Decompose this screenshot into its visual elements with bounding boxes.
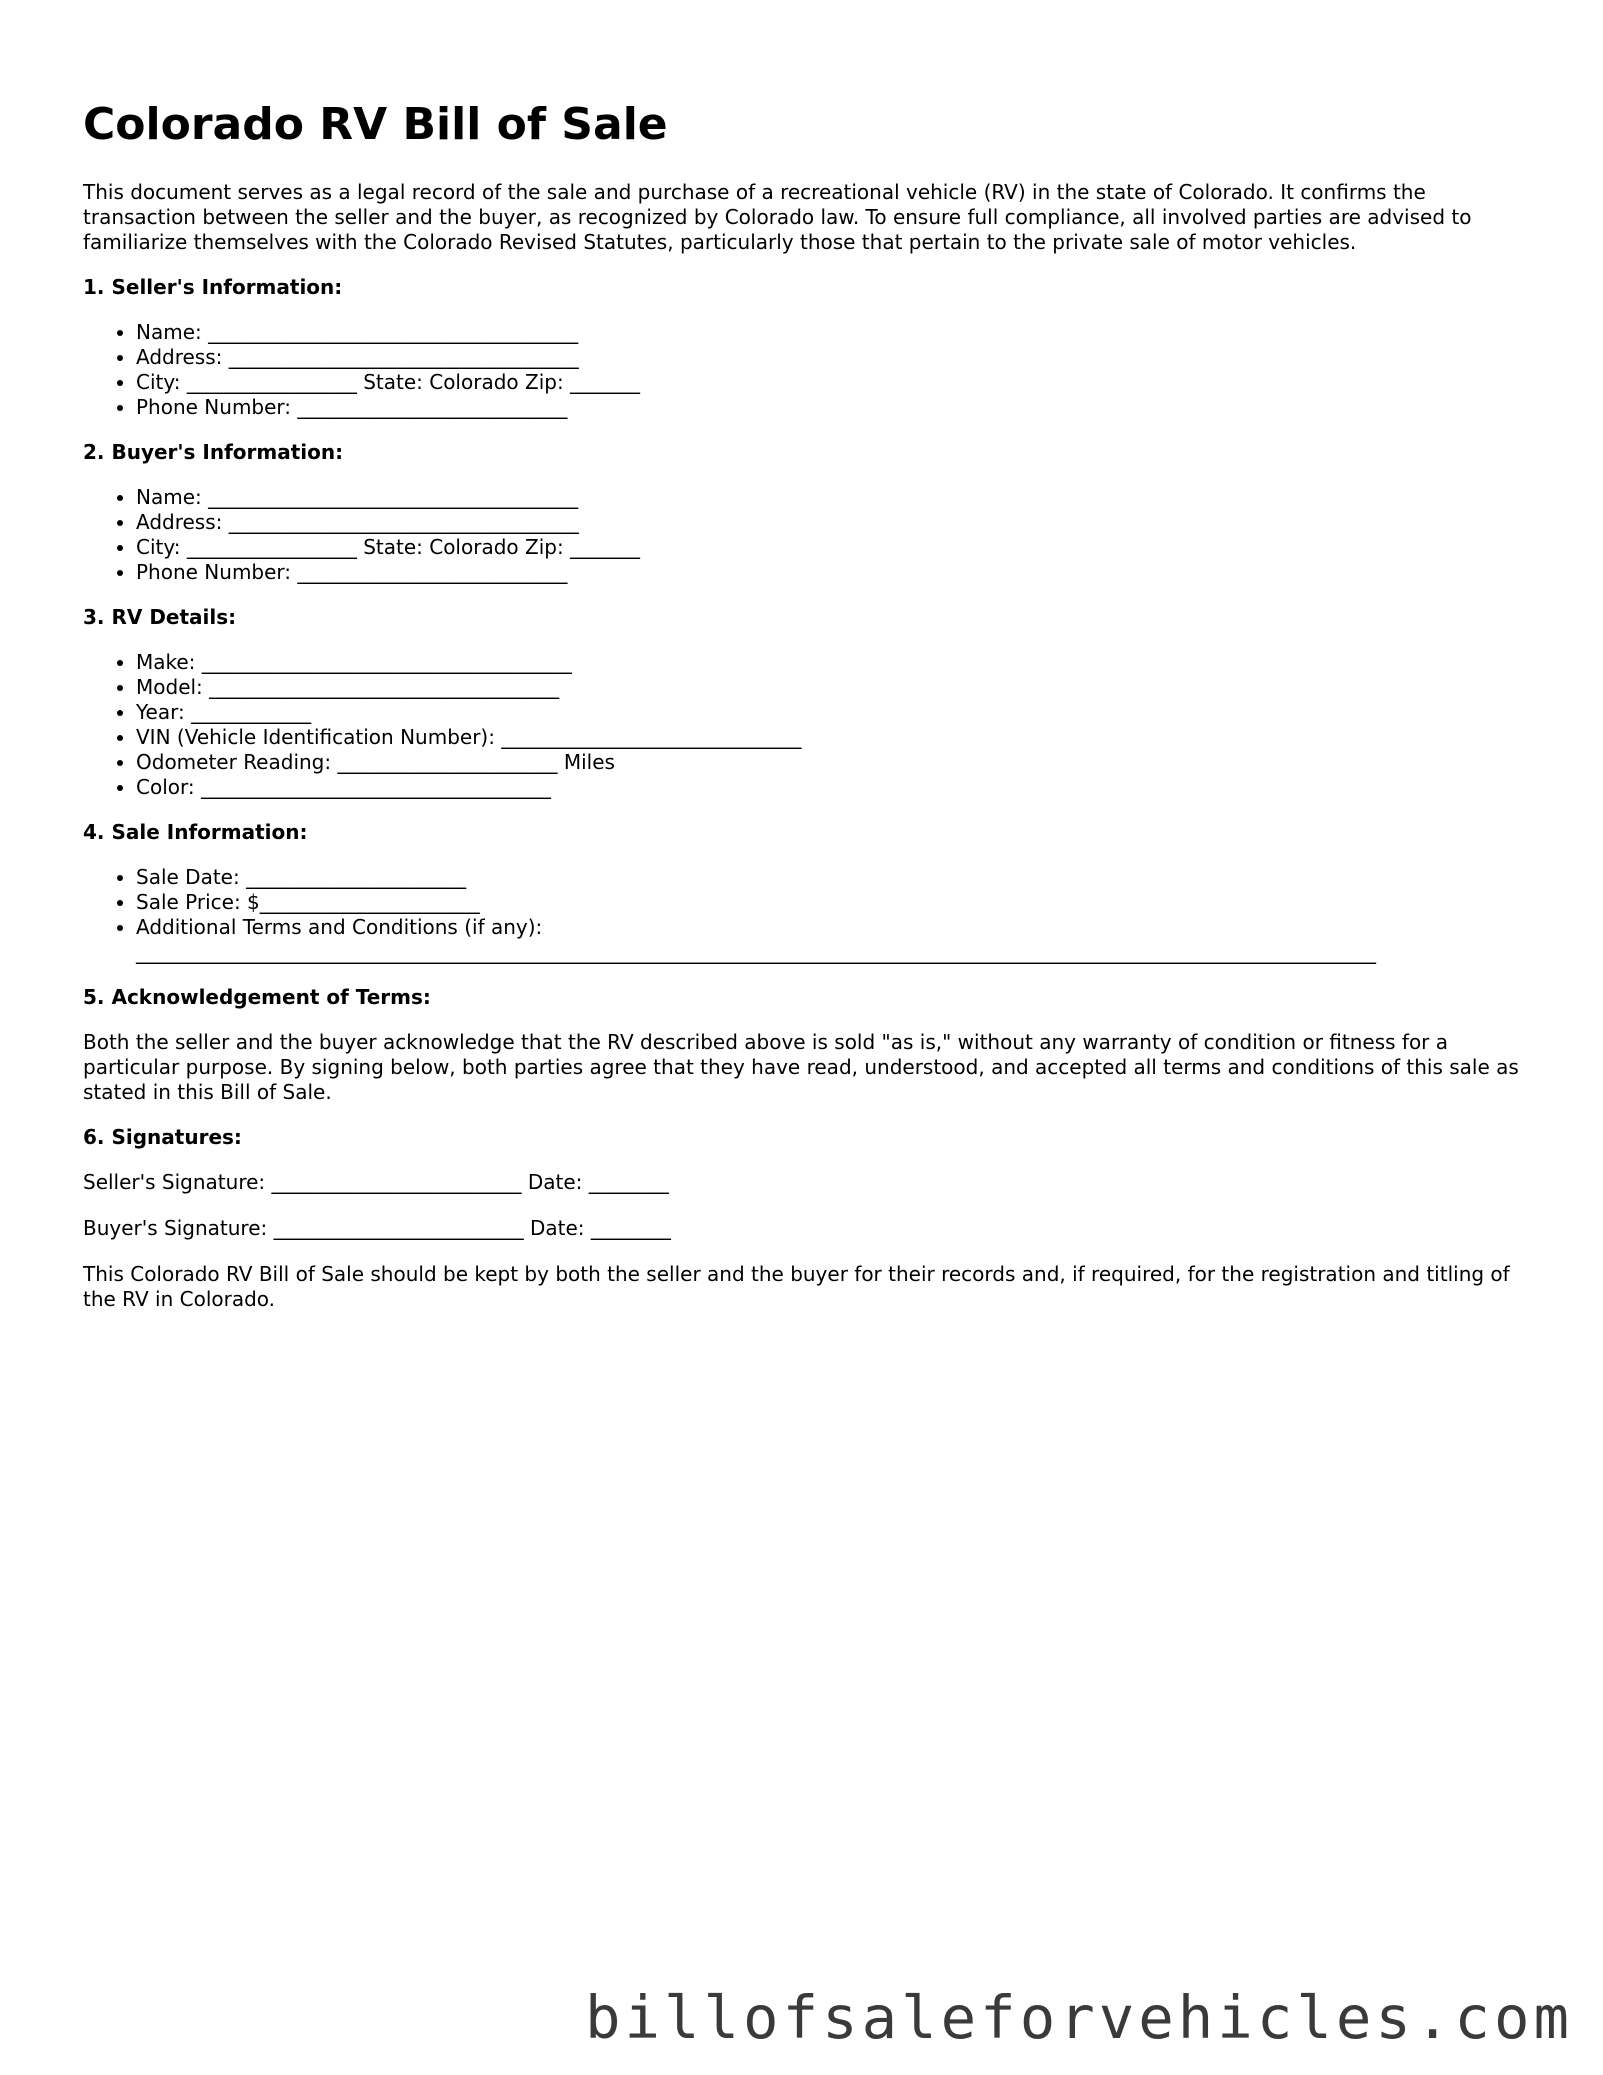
rv-model-field: • Model: ___________________________________	[136, 675, 1543, 700]
buyer-name-field: • Name: _____________________________________	[136, 485, 1543, 510]
document-title: Colorado RV Bill of Sale	[83, 99, 668, 150]
rv-details-list	[83, 650, 1543, 800]
sale-info-list	[83, 865, 1543, 965]
rv-details-heading: 3. RV Details:	[83, 605, 237, 629]
buyer-city-state-zip-field: • City: _________________ State: Colorado Zip: _______	[136, 535, 1543, 560]
buyer-signature-line: Buyer's Signature: _________________________ Date: ________	[83, 1216, 671, 1240]
rv-odometer-field: • Odometer Reading: ______________________ Miles	[136, 750, 1543, 775]
seller-phone-field: • Phone Number: ___________________________	[136, 395, 1543, 420]
buyer-phone-field: • Phone Number: ___________________________	[136, 560, 1543, 585]
seller-info-list	[83, 320, 1543, 420]
seller-city-state-zip-field: • City: _________________ State: Colorado Zip: _______	[136, 370, 1543, 395]
rv-color-field: • Color: ___________________________________	[136, 775, 1543, 800]
additional-terms-line: ____________________________________________________________________________________________________________________________	[136, 940, 1376, 964]
signatures-heading: 6. Signatures:	[83, 1125, 242, 1149]
seller-name-field: • Name: _____________________________________	[136, 320, 1543, 345]
seller-signature-line: Seller's Signature: _________________________ Date: ________	[83, 1170, 669, 1194]
intro-paragraph: This document serves as a legal record of the sale and purchase of a recreational vehicle (RV) in the state of Colorado. It confirms the transaction between the seller and the buyer, as recognized by Colorado law. To ensure full compliance, all involved parties are advised to familiarize themselves with the Colorado Revised Statutes, particularly those that pertain to the private sale of motor vehicles.	[83, 180, 1472, 254]
buyer-address-field: • Address: ___________________________________	[136, 510, 1543, 535]
rv-make-field: • Make: _____________________________________	[136, 650, 1543, 675]
document-page	[83, 100, 1543, 1332]
sale-price-field: • Sale Price: $______________________	[136, 890, 1543, 915]
sale-date-field: • Sale Date: ______________________	[136, 865, 1543, 890]
acknowledgement-heading: 5. Acknowledgement of Terms:	[83, 985, 431, 1009]
additional-terms-label: Additional Terms and Conditions (if any):	[136, 915, 543, 939]
seller-section-heading: 1. Seller's Information:	[83, 275, 343, 299]
additional-terms-field	[136, 915, 1543, 965]
sale-info-heading: 4. Sale Information:	[83, 820, 308, 844]
rv-year-field: • Year: ____________	[136, 700, 1543, 725]
closing-paragraph: This Colorado RV Bill of Sale should be kept by both the seller and the buyer for their records and, if required, for the registration and titling of the RV in Colorado.	[83, 1262, 1510, 1311]
buyer-info-list	[83, 485, 1543, 585]
acknowledgement-text: Both the seller and the buyer acknowledge that the RV described above is sold "as is," without any warranty of condition or fitness for a particular purpose. By signing below, both parties agree that they have read, understood, and accepted all terms and conditions of this sale as stated in this Bill of Sale.	[83, 1030, 1519, 1104]
rv-vin-field: • VIN (Vehicle Identification Number): ______________________________	[136, 725, 1543, 750]
buyer-section-heading: 2. Buyer's Information:	[83, 440, 344, 464]
site-watermark: billofsaleforvehicles.com	[584, 1983, 1573, 2052]
seller-address-field: • Address: ___________________________________	[136, 345, 1543, 370]
